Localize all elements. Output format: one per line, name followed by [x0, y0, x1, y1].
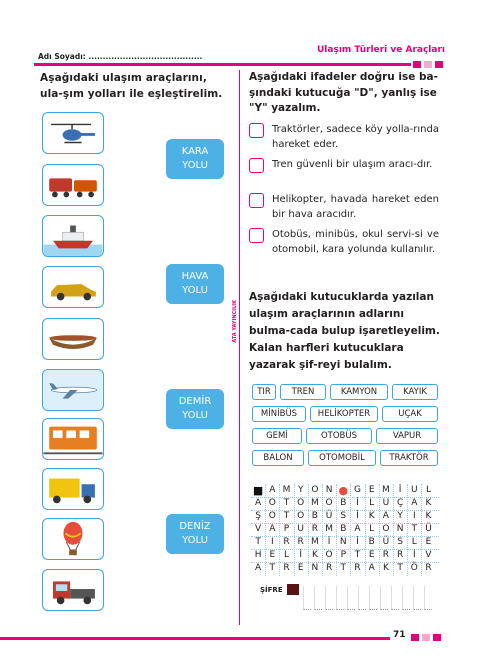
grid-cell[interactable]: O: [325, 550, 333, 560]
picture-balloon[interactable]: [42, 518, 104, 560]
word-box: KAMYON: [330, 384, 388, 400]
word-search-grid: [251, 484, 439, 576]
grid-cell[interactable]: P: [283, 524, 290, 534]
grid-cell[interactable]: O: [268, 511, 276, 521]
grid-cell[interactable]: A: [269, 524, 276, 534]
word-box: MİNİBÜS: [252, 406, 306, 422]
grid-cell[interactable]: ●: [338, 484, 349, 497]
picture-train[interactable]: [42, 164, 104, 206]
grid-cell[interactable]: M: [311, 537, 319, 547]
grid-cell[interactable]: İ: [327, 537, 331, 547]
car-icon: [43, 267, 103, 307]
sifre-slot[interactable]: [391, 586, 399, 610]
footer-divider: [0, 637, 390, 640]
sifre-slot[interactable]: [369, 586, 377, 610]
header-divider: [34, 63, 411, 66]
truck-icon: [43, 469, 103, 509]
grid-cell[interactable]: İ: [299, 550, 303, 560]
grid-row: [251, 536, 439, 549]
page-number: 71: [393, 630, 406, 640]
hot-air-balloon-icon: [43, 519, 103, 559]
page-title: Ulaşım Türleri ve Araçları: [317, 45, 445, 55]
grid-cell[interactable]: E: [368, 485, 375, 495]
sifre-slot[interactable]: [325, 586, 333, 610]
category-demir-yolu[interactable]: DEMİR YOLU: [166, 389, 224, 429]
answer-box[interactable]: [249, 158, 264, 173]
picture-tram[interactable]: [42, 418, 104, 460]
picture-ship[interactable]: [42, 215, 104, 257]
grid-cell[interactable]: K: [311, 550, 318, 560]
grid-cell[interactable]: T: [283, 498, 290, 508]
header-square: [413, 61, 421, 68]
sifre-slot[interactable]: [402, 586, 410, 610]
header-square: [435, 61, 443, 68]
grid-cell[interactable]: S: [397, 537, 403, 547]
grid-cell[interactable]: V: [425, 550, 432, 560]
grid-cell[interactable]: B: [340, 524, 347, 534]
grid-cell[interactable]: O: [325, 498, 333, 508]
grid-cell[interactable]: K: [425, 498, 432, 508]
picture-helicopter[interactable]: [42, 112, 104, 154]
grid-cell[interactable]: Ç: [396, 498, 404, 508]
grid-cell[interactable]: O: [268, 498, 276, 508]
grid-cell[interactable]: Ö: [410, 563, 418, 573]
grid-cell[interactable]: O: [382, 524, 390, 534]
grid-cell[interactable]: Ü: [425, 524, 432, 534]
grid-cell[interactable]: E: [297, 563, 304, 573]
grid-cell[interactable]: O: [297, 498, 305, 508]
sifre-slot[interactable]: [347, 586, 355, 610]
grid-cell[interactable]: A: [354, 524, 361, 534]
grid-cell[interactable]: S: [340, 511, 347, 521]
header-square: [424, 61, 432, 68]
grid-cell[interactable]: T: [255, 537, 261, 547]
sifre-slot[interactable]: [424, 586, 432, 610]
grid-cell[interactable]: P: [340, 550, 346, 560]
category-kara-yolu[interactable]: KARA YOLU: [166, 139, 224, 179]
grid-cell[interactable]: A: [255, 498, 262, 508]
grid-cell[interactable]: M: [282, 485, 291, 495]
grid-cell[interactable]: N: [325, 485, 333, 495]
sifre-slot[interactable]: [303, 586, 311, 610]
sifre-slot[interactable]: [413, 586, 421, 610]
tram-icon: [43, 419, 103, 459]
puzzle-instruction: Aşağıdaki kutucuklarda yazılan ulaşım araçlarının adlarını bulma-cada bulup işaretleyelim. Kalan harfleri kutucuklara yazarak şif-reyi bulalım.: [249, 291, 440, 371]
word-box: KAYIK: [392, 384, 438, 400]
word-box: TREN: [280, 384, 326, 400]
grid-cell[interactable]: N: [311, 563, 319, 573]
grid-cell[interactable]: H: [254, 550, 262, 560]
category-hava-yolu[interactable]: HAVA YOLU: [166, 264, 224, 304]
publisher-note: ATA YAYINCILIK: [232, 300, 238, 343]
sifre-slot[interactable]: [314, 586, 322, 610]
sifre-slot[interactable]: [380, 586, 388, 610]
grid-cell[interactable]: L: [411, 537, 417, 547]
word-box: BALON: [252, 450, 304, 466]
grid-cell[interactable]: U: [382, 498, 390, 508]
grid-cell[interactable]: B: [340, 498, 347, 508]
grid-row: [251, 510, 439, 523]
grid-cell[interactable]: İ: [356, 511, 359, 521]
grid-cell[interactable]: R: [382, 550, 390, 560]
grid-cell[interactable]: U: [410, 485, 418, 495]
grid-row: [251, 497, 439, 510]
train-icon: [43, 165, 103, 205]
sifre-slot[interactable]: [336, 586, 344, 610]
picture-tow-truck[interactable]: [42, 569, 104, 611]
helicopter-icon: [43, 113, 103, 153]
true-false-instruction: Aşağıdaki ifadeler doğru ise ba-şındaki kutucuğa "D", yanlış ise "Y" yazalım.: [249, 71, 438, 114]
grid-cell[interactable]: A: [269, 485, 276, 495]
category-deniz-yolu[interactable]: DENİZ YOLU: [166, 514, 224, 554]
answer-box[interactable]: [249, 228, 264, 243]
grid-cell[interactable]: İ: [398, 485, 402, 495]
grid-cell[interactable]: B: [368, 537, 375, 547]
picture-airplane[interactable]: [42, 369, 104, 411]
tow-truck-icon: [43, 570, 103, 610]
picture-car[interactable]: [42, 266, 104, 308]
grid-cell[interactable]: N: [396, 524, 404, 534]
grid-cell[interactable]: R: [297, 537, 304, 547]
grid-cell[interactable]: E: [425, 537, 432, 547]
word-box: OTOBÜS: [306, 428, 372, 444]
word-box: TIR: [252, 384, 276, 400]
grid-cell[interactable]: İ: [356, 498, 359, 508]
grid-cell[interactable]: K: [382, 563, 389, 573]
grid-cell[interactable]: N: [339, 537, 347, 547]
grid-row: [251, 523, 439, 536]
grid-cell[interactable]: Ü: [382, 537, 390, 547]
grid-cell[interactable]: Y: [397, 511, 403, 521]
grid-cell[interactable]: U: [297, 524, 304, 534]
grid-cell[interactable]: I: [412, 511, 416, 521]
grid-cell[interactable]: Ş: [255, 511, 261, 521]
word-box: TRAKTÖR: [380, 450, 438, 466]
footer-square: [433, 634, 441, 641]
answer-box[interactable]: [249, 123, 264, 138]
grid-cell[interactable]: M: [382, 485, 390, 495]
grid-row: [251, 549, 439, 562]
boat-icon: [43, 319, 103, 359]
word-box: UÇAK: [382, 406, 438, 422]
grid-cell[interactable]: İ: [412, 550, 416, 560]
grid-cell[interactable]: M: [325, 524, 333, 534]
grid-cell[interactable]: K: [368, 511, 375, 521]
grid-cell[interactable]: T: [269, 563, 276, 573]
grid-row: [251, 562, 439, 575]
picture-truck[interactable]: [42, 468, 104, 510]
grid-row: [251, 484, 439, 497]
grid-cell[interactable]: R: [283, 537, 290, 547]
grid-cell[interactable]: O: [297, 511, 305, 521]
matching-instruction: Aşağıdaki ulaşım araçlarını, ula-şım yolları ile eşleştirelim.: [40, 72, 223, 100]
ship-icon: [43, 216, 103, 256]
grid-cell[interactable]: R: [311, 524, 319, 534]
grid-cell[interactable]: ■: [252, 484, 264, 497]
grid-cell[interactable]: L: [425, 485, 431, 495]
grid-cell[interactable]: A: [368, 563, 375, 573]
grid-cell[interactable]: L: [369, 498, 375, 508]
grid-cell[interactable]: T: [283, 511, 290, 521]
name-label: Adı Soyadı: ........................................: [38, 52, 203, 61]
grid-cell[interactable]: R: [396, 550, 404, 560]
grid-cell[interactable]: M: [311, 498, 319, 508]
grid-cell[interactable]: I: [270, 537, 274, 547]
airplane-icon: [43, 370, 103, 410]
grid-cell[interactable]: O: [311, 485, 319, 495]
grid-cell[interactable]: R: [283, 563, 290, 573]
grid-cell[interactable]: Y: [297, 485, 304, 495]
grid-cell[interactable]: B: [311, 511, 318, 521]
grid-cell[interactable]: R: [425, 563, 432, 573]
grid-cell[interactable]: İ: [356, 537, 359, 547]
grid-cell[interactable]: A: [382, 511, 389, 521]
grid-cell[interactable]: R: [354, 563, 361, 573]
word-box: GEMİ: [252, 428, 302, 444]
grid-cell[interactable]: Ü: [325, 511, 333, 521]
grid-cell[interactable]: T: [411, 524, 418, 534]
grid-cell[interactable]: R: [325, 563, 333, 573]
sifre-slot[interactable]: [358, 586, 366, 610]
grid-cell[interactable]: E: [269, 550, 276, 560]
footer-square: [411, 634, 419, 641]
sifre-filled-box: [287, 584, 299, 595]
grid-cell[interactable]: G: [353, 485, 361, 495]
grid-cell[interactable]: T: [340, 563, 347, 573]
grid-cell[interactable]: A: [411, 498, 418, 508]
picture-boat[interactable]: [42, 318, 104, 360]
grid-cell[interactable]: A: [255, 563, 262, 573]
word-box: HELİKOPTER: [310, 406, 378, 422]
sifre-label: ŞİFRE: [260, 586, 283, 594]
grid-cell[interactable]: V: [255, 524, 262, 534]
grid-cell[interactable]: T: [354, 550, 361, 560]
grid-cell[interactable]: L: [369, 524, 375, 534]
grid-cell[interactable]: E: [368, 550, 375, 560]
word-box: OTOMOBİL: [308, 450, 376, 466]
grid-cell[interactable]: T: [397, 563, 403, 573]
grid-cell[interactable]: K: [425, 511, 432, 521]
grid-cell[interactable]: L: [283, 550, 289, 560]
word-box: VAPUR: [376, 428, 438, 444]
footer-square: [422, 634, 430, 641]
answer-box[interactable]: [249, 193, 264, 208]
column-divider: [239, 70, 240, 625]
